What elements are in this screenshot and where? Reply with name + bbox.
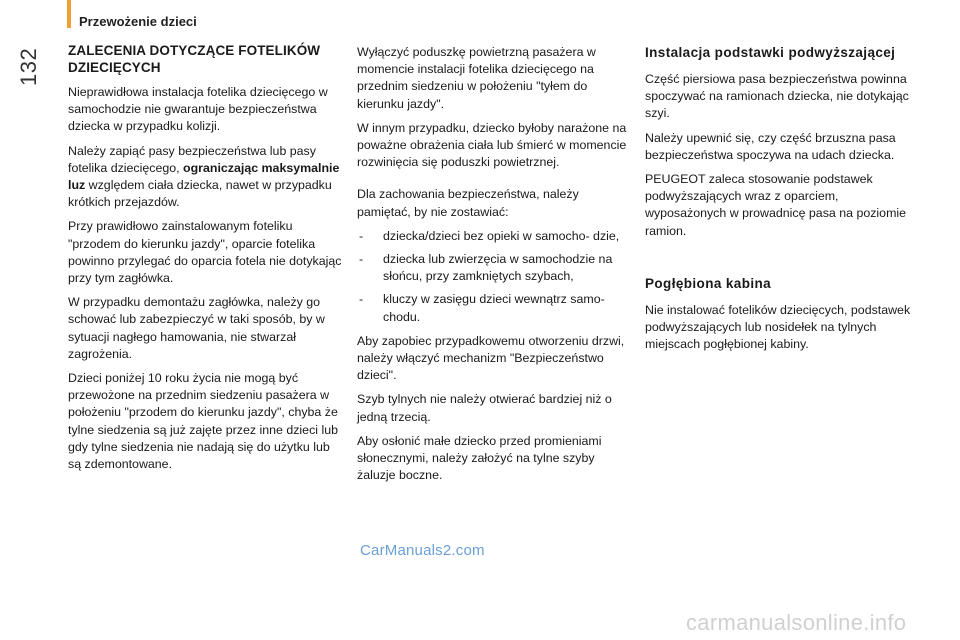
column-1 — [68, 42, 344, 480]
column-3 — [645, 44, 913, 360]
section-heading-booster: Instalacja podstawki podwyższającej — [645, 45, 896, 60]
paragraph — [68, 143, 344, 212]
bold-text: ograniczając maksymalnie luz — [68, 160, 340, 193]
paragraph: Wyłączyć poduszkę powietrzną pasażera w momencie instalacji fotelika dziecięcego na przednim siedzeniu w położeniu "tyłem do kierunku jazdy". — [357, 45, 596, 111]
paragraph: Dzieci poniżej 10 roku życia nie mogą być przewożone na przednim siedzeniu pasażera w położeniu "przodem do kierunku jazdy", chyba że tylne siedzenia są już zajęte przez inne dzieci lub gdy tylne siedzenia nie nadają się do użytku lub są zdemontowane. — [68, 371, 338, 472]
paragraph: Aby osłonić małe dziecko przed promieniami słonecznymi, należy założyć na tylne szyby żaluzje boczne. — [357, 433, 602, 483]
warning-list — [357, 228, 629, 326]
section-heading-extended-cab: Pogłębiona kabina — [645, 275, 772, 291]
list-item: - kluczy w zasięgu dzieci wewnątrz samo- chodu. — [357, 291, 629, 325]
text-span: Należy zapiąć pasy bezpieczeństwa lub pasy fotelika dziecięcego, — [68, 143, 316, 175]
paragraph: Aby zapobiec przypadkowemu otworzeniu drzwi, należy włączyć mechanizm "Bezpieczeństwo dzieci". — [357, 333, 625, 383]
paragraph: W innym przypadku, dziecko byłoby narażone na poważne obrażenia ciała lub śmierć w momencie rozwinięcia się poduszki powietrznej. — [357, 120, 627, 170]
paragraph: Szyb tylnych nie należy otwierać bardziej niż o jedną trzecią. — [357, 392, 612, 424]
paragraph: Należy upewnić się, czy część brzuszna pasa bezpieczeństwa spoczywa na udach dziecka. — [645, 130, 896, 162]
page-number: 132 — [16, 47, 41, 86]
watermark-carmanuals2[interactable]: CarManuals2.com — [360, 542, 485, 559]
paragraph: Dla zachowania bezpieczeństwa, należy pamiętać, by nie zostawiać: — [357, 187, 579, 219]
paragraph: Część piersiowa pasa bezpieczeństwa powinna spoczywać na ramionach dziecka, nie dotykając szyi. — [645, 72, 909, 121]
list-item: - dziecka/dzieci bez opieki w samocho- dzie, — [357, 228, 629, 245]
column-2 — [357, 44, 629, 491]
page-section-title: Przewożenie dzieci — [79, 14, 197, 29]
list-item: - dziecka lub zwierzęcia w samochodzie na słońcu, przy zamkniętych szybach, — [357, 251, 629, 285]
paragraph: Przy prawidłowo zainstalowanym foteliku "przodem do kierunku jazdy", oparcie fotelika powinno przylegać do oparcia fotela nie dotykając przy tym zagłówka. — [68, 219, 342, 286]
paragraph: Nie instalować fotelików dziecięcych, podstawek podwyższających lub nosidełek na tylnych miejscach pogłębionej kabiny. — [645, 302, 911, 352]
paragraph: W przypadku demontażu zagłówka, należy go schować lub zabezpieczyć w taki sposób, by w sytuacji nagłego hamowania, nie stwarzał zagrożenia. — [68, 295, 325, 361]
watermark-carmanualsonline: carmanualsonline.info — [686, 610, 907, 635]
paragraph: Nieprawidłowa instalacja fotelika dziecięcego w samochodzie nie gwarantuje bezpieczeństwa dziecka w przypadku kolizji. — [68, 85, 328, 134]
text-span: względem ciała dziecka, nawet w przypadku krótkich przejazdów. — [68, 178, 332, 210]
paragraph: PEUGEOT zaleca stosowanie podstawek podwyższających wraz z oparciem, wyposażonych w prowadnicę pasa na poziomie ramion. — [645, 172, 907, 238]
header-accent-bar — [67, 0, 71, 28]
section-heading-recommendations: ZALECENIA DOTYCZĄCE FOTELIKÓW DZIECIĘCYCH — [68, 43, 321, 75]
